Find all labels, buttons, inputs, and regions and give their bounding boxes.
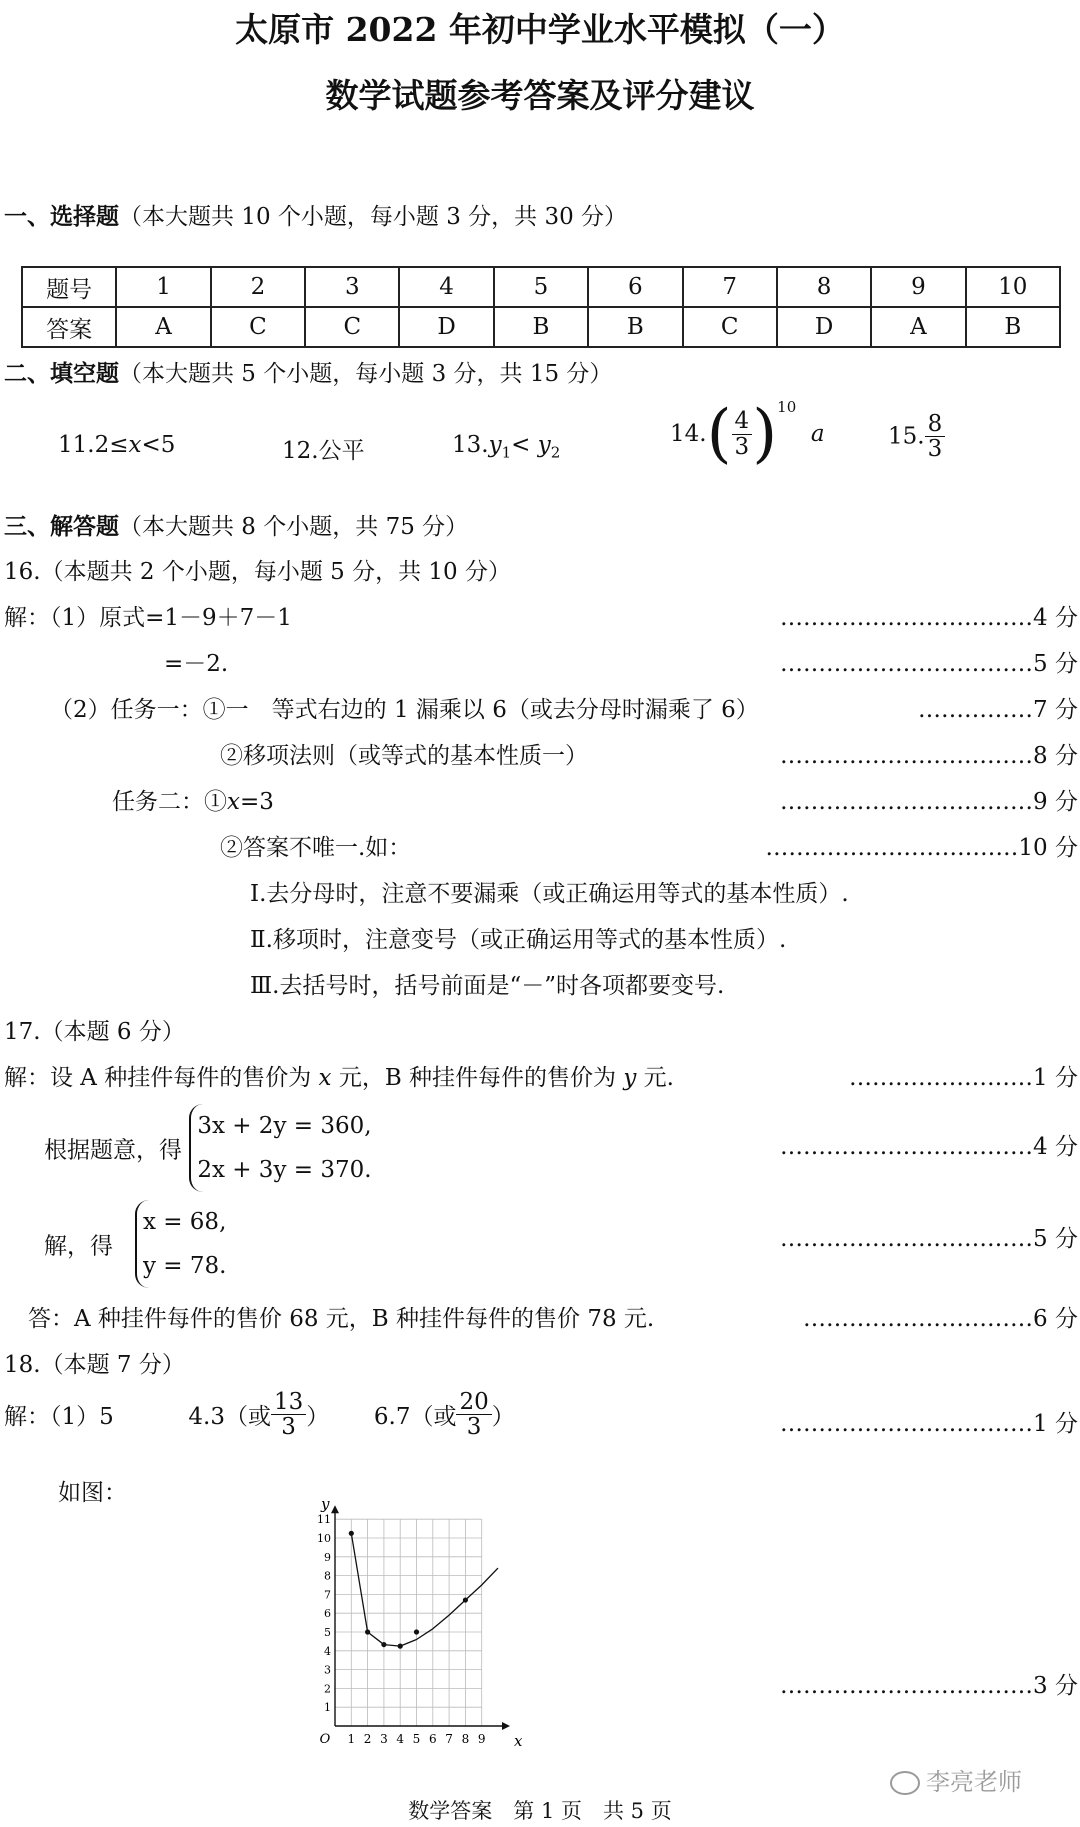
- q17-equation-1: 3x + 2y = 360,: [197, 1113, 372, 1139]
- x-axis-label: x: [514, 1732, 523, 1750]
- table-cell: D: [399, 307, 493, 347]
- table-cell: B: [494, 307, 588, 347]
- watermark: [890, 1762, 1022, 1797]
- q17-line-2: [44, 1104, 372, 1192]
- q18-line-1-b: 4.3（或: [188, 1404, 271, 1431]
- section-choice-note: （本大题共 10 个小题，每小题 3 分，共 30 分）: [119, 204, 628, 230]
- table-cell: 9: [871, 267, 965, 307]
- answer-table-row-answers: [22, 307, 1060, 347]
- q17-line-3-label: 解，得: [44, 1233, 113, 1260]
- answer-14-numerator: 4: [732, 409, 753, 434]
- answer-13: [452, 432, 560, 462]
- answer-13-y1: y: [488, 432, 502, 458]
- q16-line-5-suffix: =3: [239, 789, 274, 815]
- q17-line-1-x: x: [318, 1065, 332, 1091]
- q18-line-1: [4, 1390, 515, 1439]
- table-cell: A: [116, 307, 210, 347]
- answer-14-paren-right: ): [752, 397, 778, 471]
- q17-score-3: ……………………………5 分: [780, 1226, 1078, 1252]
- q16-line-5-prefix: 任务二：①: [112, 789, 227, 815]
- y-tick-label: 9: [324, 1550, 331, 1564]
- answer-15-fraction: [925, 412, 946, 461]
- q18-fraction-2-denominator: 3: [466, 1414, 482, 1441]
- wechat-icon: [890, 1771, 920, 1795]
- answer-table: [21, 266, 1061, 348]
- x-axis-arrow: [502, 1722, 510, 1730]
- answer-12: 12.公平: [282, 438, 365, 464]
- data-point: [349, 1531, 354, 1536]
- y-tick-label: 6: [324, 1607, 331, 1621]
- q17-solution-1: x = 68,: [142, 1209, 227, 1235]
- x-tick-label: 1: [347, 1732, 356, 1746]
- answer-13-sub2: 2: [550, 443, 561, 462]
- answer-14-prefix: 14.: [670, 421, 707, 447]
- y-axis-label: y: [321, 1495, 330, 1514]
- q16-line-2: =－2.: [164, 651, 229, 677]
- q18-line-2: 如图：: [58, 1480, 127, 1506]
- answer-11-var: x: [128, 432, 142, 458]
- table-cell: 2: [211, 267, 305, 307]
- q17-equation-2: 2x + 3y = 370.: [197, 1157, 372, 1183]
- table-header-question: 题号: [22, 267, 116, 307]
- q18-fraction-1: [271, 1390, 306, 1439]
- q17-line-4: 答：A 种挂件每件的售价 68 元，B 种挂件每件的售价 78 元.: [28, 1306, 655, 1332]
- y-tick-label: 2: [324, 1682, 331, 1696]
- page-title: 太原市 2022 年初中学业水平模拟（一）: [235, 10, 845, 49]
- answer-14-paren-left: (: [706, 397, 732, 471]
- answer-15-denominator: 3: [927, 436, 943, 463]
- y-tick-label: 3: [324, 1663, 331, 1677]
- q17-line-1-a: 解：设 A 种挂件每件的售价为: [4, 1065, 319, 1091]
- q16-line-1: 解：（1）原式=1－9＋7－1: [4, 605, 292, 631]
- answer-14-exponent: 10: [777, 398, 797, 416]
- origin-label: O: [319, 1732, 331, 1747]
- answer-11: [58, 432, 175, 458]
- answer-13-sub1: 1: [501, 443, 512, 462]
- section-choice-title: 一、选择题: [4, 203, 119, 230]
- q16-line-4: ②移项法则（或等式的基本性质一）: [220, 743, 588, 769]
- table-cell: C: [211, 307, 305, 347]
- q16-score-6: ……………………………10 分: [765, 835, 1078, 861]
- data-point: [414, 1629, 419, 1634]
- answer-14-fraction: [732, 409, 753, 458]
- q16-score-3: ……………7 分: [918, 697, 1078, 723]
- q17-score-2: ……………………………4 分: [780, 1134, 1078, 1160]
- section-choice-heading: [4, 198, 627, 231]
- data-point: [381, 1642, 386, 1647]
- q16-line-8: Ⅱ.移项时，注意变号（或正确运用等式的基本性质）.: [250, 927, 787, 953]
- data-point: [365, 1629, 370, 1634]
- y-axis-arrow: [331, 1505, 339, 1513]
- table-cell: 6: [588, 267, 682, 307]
- q18-fraction-1-numerator: 13: [271, 1390, 306, 1415]
- section-fill-heading: [4, 355, 612, 388]
- q17-score-4: …………………………6 分: [803, 1306, 1078, 1332]
- section-fill-title: 二、填空题: [4, 360, 119, 387]
- section-solve-title: 三、解答题: [4, 513, 119, 540]
- q17-equation-system: [189, 1104, 371, 1192]
- q18-line-1-a: 解：（1）5: [4, 1404, 114, 1431]
- section-solve-heading: [4, 508, 468, 541]
- q18-fraction-2: [456, 1390, 491, 1439]
- table-cell: A: [871, 307, 965, 347]
- table-cell: 7: [683, 267, 777, 307]
- answer-15: [888, 412, 945, 461]
- answer-11-suffix: <5: [141, 432, 176, 458]
- q16-score-1: ……………………………4 分: [780, 605, 1078, 631]
- x-tick-label: 5: [412, 1732, 421, 1746]
- answer-13-lt: <: [511, 432, 538, 458]
- answer-14-denominator: 3: [734, 433, 750, 460]
- function-graph: [300, 1488, 540, 1756]
- q18-heading: 18.（本题 7 分）: [4, 1352, 185, 1378]
- y-tick-label: 7: [324, 1588, 331, 1602]
- y-tick-label: 5: [324, 1626, 331, 1639]
- x-tick-label: 6: [428, 1732, 437, 1746]
- y-tick-label: 1: [324, 1701, 331, 1715]
- data-point: [463, 1597, 468, 1602]
- y-tick-label: 4: [324, 1644, 331, 1658]
- q17-line-1-c: 元.: [636, 1065, 674, 1091]
- q17-line-1-b: 元，B 种挂件每件的售价为: [331, 1065, 624, 1091]
- x-tick-label: 9: [477, 1732, 486, 1746]
- answer-14-var: a: [810, 421, 825, 447]
- x-tick-label: 7: [445, 1732, 453, 1746]
- q18-score-2: ……………………………3 分: [780, 1673, 1078, 1699]
- section-fill-note: （本大题共 5 个小题，每小题 3 分，共 15 分）: [119, 361, 613, 387]
- x-tick-label: 2: [363, 1732, 372, 1746]
- page-footer: 数学答案 第 1 页 共 5 页: [408, 1799, 672, 1823]
- page-subtitle: 数学试题参考答案及评分建议: [325, 76, 755, 115]
- table-cell: 10: [966, 267, 1060, 307]
- q17-line-1: [4, 1059, 674, 1092]
- q16-line-3: （2）任务一：①一 等式右边的 1 漏乘以 6（或去分母时漏乘了 6）: [50, 697, 759, 723]
- y-tick-label: 8: [324, 1569, 331, 1583]
- q16-line-5: [112, 783, 274, 816]
- q17-line-1-y: y: [623, 1065, 637, 1091]
- table-cell: 3: [305, 267, 399, 307]
- q17-line-2-label: 根据题意，得: [44, 1137, 182, 1164]
- q17-heading: 17.（本题 6 分）: [4, 1019, 185, 1045]
- answer-15-prefix: 15.: [888, 423, 925, 450]
- table-cell: D: [777, 307, 871, 347]
- q16-score-4: ……………………………8 分: [780, 743, 1078, 769]
- answer-14: [670, 397, 825, 471]
- answer-15-numerator: 8: [925, 412, 946, 437]
- y-tick-label: 10: [317, 1532, 331, 1545]
- q16-line-6: ②答案不唯一.如：: [220, 835, 412, 861]
- y-tick-label: 11: [317, 1513, 331, 1527]
- answer-13-prefix: 13.: [452, 432, 489, 458]
- q18-line-1-d: 6.7（或: [373, 1404, 457, 1431]
- table-cell: B: [966, 307, 1060, 347]
- q16-score-2: ……………………………5 分: [780, 651, 1078, 677]
- q16-score-5: ……………………………9 分: [780, 789, 1078, 815]
- x-tick-label: 3: [380, 1732, 388, 1746]
- q17-solution-system: [135, 1200, 226, 1288]
- q17-score-1: ……………………1 分: [849, 1065, 1078, 1091]
- table-cell: 5: [494, 267, 588, 307]
- answer-11-prefix: 11.2≤: [58, 432, 129, 458]
- table-header-answer: 答案: [22, 307, 116, 347]
- q16-line-7: Ⅰ.去分母时，注意不要漏乘（或正确运用等式的基本性质）.: [250, 881, 849, 907]
- q18-fraction-2-numerator: 20: [456, 1390, 491, 1415]
- q16-heading: 16.（本题共 2 个小题，每小题 5 分，共 10 分）: [4, 559, 511, 585]
- series-line: [351, 1533, 498, 1646]
- q18-fraction-1-denominator: 3: [281, 1414, 296, 1441]
- x-tick-label: 4: [396, 1732, 405, 1746]
- q16-line-5-var: x: [227, 789, 240, 815]
- q17-line-3: [44, 1200, 226, 1288]
- x-tick-label: 8: [461, 1732, 470, 1746]
- table-cell: B: [588, 307, 682, 347]
- watermark-text: 李亮老师: [926, 1768, 1022, 1796]
- answer-table-row-questions: [22, 267, 1060, 307]
- q16-line-9: Ⅲ.去括号时，括号前面是“－”时各项都要变号.: [250, 973, 725, 999]
- table-cell: C: [683, 307, 777, 347]
- q17-solution-2: y = 78.: [142, 1253, 227, 1279]
- q18-score-1: ……………………………1 分: [780, 1411, 1078, 1437]
- table-cell: C: [305, 307, 399, 347]
- table-cell: 8: [777, 267, 871, 307]
- table-cell: 4: [399, 267, 493, 307]
- q18-line-1-e: ）: [491, 1404, 515, 1431]
- answer-13-y2: y: [537, 432, 551, 458]
- section-solve-note: （本大题共 8 个小题，共 75 分）: [119, 514, 469, 540]
- table-cell: 1: [116, 267, 210, 307]
- q18-line-1-c: ）: [306, 1404, 330, 1431]
- data-point: [398, 1644, 403, 1649]
